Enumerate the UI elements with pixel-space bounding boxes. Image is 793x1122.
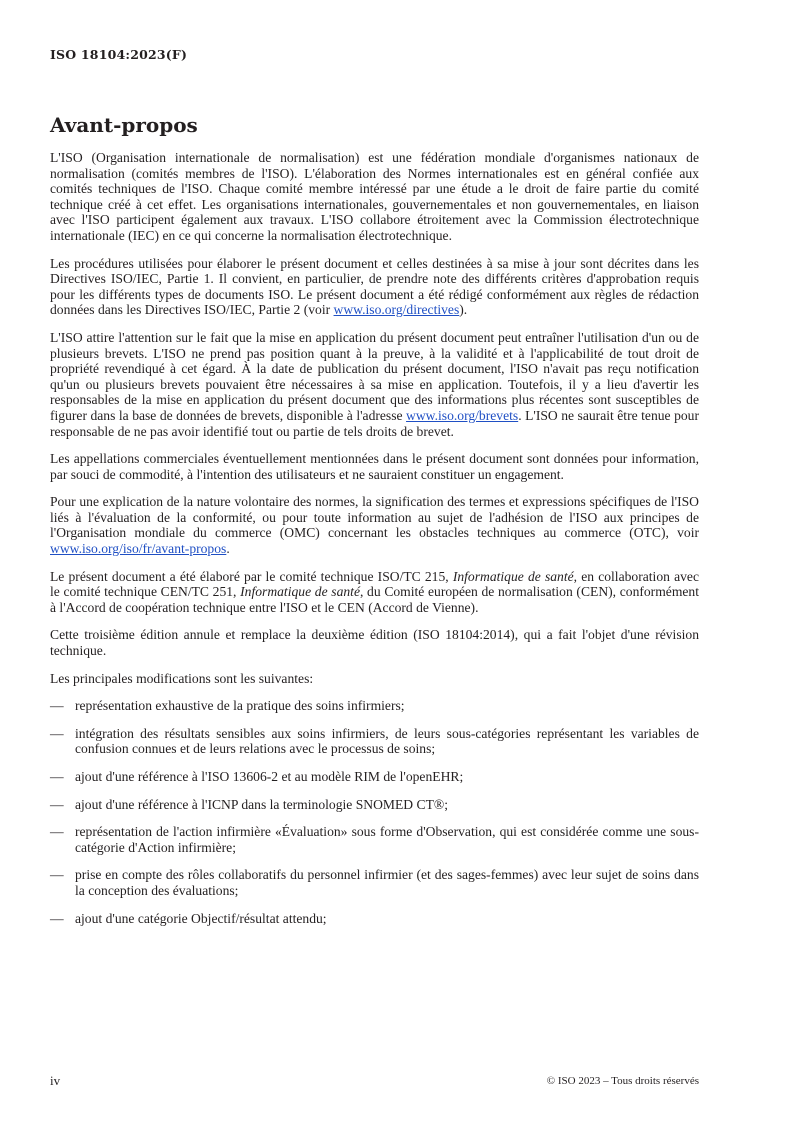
paragraph-text: Le présent document a été élaboré par le comité technique ISO/TC 215,: [50, 568, 453, 584]
list-item: [50, 911, 699, 927]
paragraph-committee: [50, 569, 699, 616]
list-item-text: intégration des résultats sensibles aux soins infirmiers, de leurs sous-catégories représentant les variables de confusion connues et de leurs relations avec le processus de soins;: [75, 725, 699, 757]
paragraph-trade-names: Les appellations commerciales éventuellement mentionnées dans le présent document sont données pour information, par souci de commodité, à l'intention des utilisateurs et ne sauraient constituer un engagement.: [50, 451, 699, 482]
dash-bullet: —: [50, 698, 64, 714]
directives-link[interactable]: www.iso.org/directives: [333, 302, 460, 318]
committee-title: Informatique de santé: [240, 584, 360, 600]
list-item: [50, 698, 699, 714]
list-item-text: représentation exhaustive de la pratique des soins infirmiers;: [75, 698, 405, 714]
paragraph-iso-intro: L'ISO (Organisation internationale de normalisation) est une fédération mondiale d'organismes nationaux de normalisation (comités membres de l'ISO). L'élaboration des Normes internationales est en général confiée aux comités techniques de l'ISO. Chaque comité membre intéressé par une étude a le droit de faire partie du comité technique créé à cet effet. Les organisations internationales, gouvernementales et non gouvernementales, en liaison avec l'ISO participent également aux travaux. L'ISO collabore étroitement avec la Commission électrotechnique internationale (IEC) en ce qui concerne la normalisation électrotechnique.: [50, 150, 699, 243]
dash-bullet: —: [50, 725, 64, 741]
list-item: [50, 797, 699, 813]
dash-bullet: —: [50, 910, 64, 926]
copyright-notice: © ISO 2023 – Tous droits réservés: [546, 1075, 699, 1087]
dash-bullet: —: [50, 796, 64, 812]
paragraph-procedures: [50, 256, 699, 318]
paragraph-voluntary: [50, 494, 699, 556]
foreword-body: [50, 150, 699, 938]
dash-bullet: —: [50, 867, 64, 883]
paragraph-text: L'ISO attire l'attention sur le fait que la mise en application du présent document peut entraîner l'utilisation d'un ou de plusieurs brevets. L'ISO ne prend pas position quant à la preuve, à la validité et à l'applicabilité de tout droit de propriété revendiqué à cet égard. À la date de publication du présent document, l'ISO n'avait pas reçu notification qu'un ou plusieurs brevets pouvaient être nécessaires à sa mise en application. Toutefois, il y a lieu d'avertir les responsables de la mise en application du présent document que des informations plus récentes sont susceptibles de figurer dans la base de données de brevets, disponible à l'adresse: [50, 329, 699, 423]
paragraph-patents: [50, 330, 699, 439]
page-title: Avant-propos: [50, 113, 198, 137]
list-item: [50, 726, 699, 757]
patents-link[interactable]: www.iso.org/brevets: [406, 407, 519, 423]
dash-bullet: —: [50, 824, 64, 840]
paragraph-text: Les procédures utilisées pour élaborer le présent document et celles destinées à sa mise à jour sont décrites dans les Directives ISO/IEC, Partie 1. Il convient, en particulier, de prendre note des différents critères d'approbation requis pour les différents types de documents ISO. Le présent document a été rédigé conformément aux règles de rédaction données dans les Directives ISO/IEC, Partie 2 (voir: [50, 255, 699, 318]
list-item-text: représentation de l'action infirmière «Évaluation» sous forme d'Observation, qui est considérée comme une sous-catégorie d'Action infirmière;: [75, 824, 699, 855]
document-id: ISO 18104:2023(F): [50, 47, 188, 62]
list-item-text: ajout d'une référence à l'ISO 13606-2 et au modèle RIM de l'openEHR;: [75, 769, 464, 784]
paragraph-text: , en collaboration avec le comité technique CEN/TC 251,: [50, 568, 699, 600]
paragraph-changes-intro: Les principales modifications sont les suivantes:: [50, 670, 314, 686]
changes-list: [50, 698, 699, 926]
paragraph-edition: Cette troisième édition annule et remplace la deuxième édition (ISO 18104:2014), qui a fait l'objet d'une révision technique.: [50, 627, 699, 659]
list-item-text: ajout d'une catégorie Objectif/résultat attendu;: [75, 910, 327, 926]
paragraph-text: ).: [459, 302, 468, 318]
paragraph-text: , du Comité européen de normalisation (CEN), conformément à l'Accord de coopération technique entre l'ISO et le CEN (Accord de Vienne).: [50, 584, 699, 615]
foreword-link[interactable]: www.iso.org/iso/fr/avant-propos: [50, 541, 227, 557]
page-number: iv: [50, 1073, 61, 1088]
paragraph-text: . L'ISO ne saurait être tenue pour responsable de ne pas avoir identifié tout ou partie de tels droits de brevet.: [50, 407, 699, 439]
list-item-text: prise en compte des rôles collaboratifs du personnel infirmier (et des sages-femmes) avec leur sujet de soins dans la conception des évaluations;: [75, 867, 699, 898]
list-item-text: ajout d'une référence à l'ICNP dans la terminologie SNOMED CT®;: [75, 796, 448, 812]
dash-bullet: —: [50, 769, 64, 784]
list-item: [50, 769, 699, 785]
list-item: [50, 867, 699, 898]
paragraph-text: Pour une explication de la nature volontaire des normes, la signification des termes et expressions spécifiques de l'ISO liés à l'évaluation de la conformité, ou pour toute information au sujet de l'adhésion de l'ISO aux principes de l'Organisation mondiale du commerce (OMC) concernant les obstacles techniques au commerce (OTC), voir: [50, 494, 699, 541]
committee-title: Informatique de santé: [452, 568, 574, 584]
paragraph-text: .: [226, 541, 230, 557]
list-item: [50, 824, 699, 855]
